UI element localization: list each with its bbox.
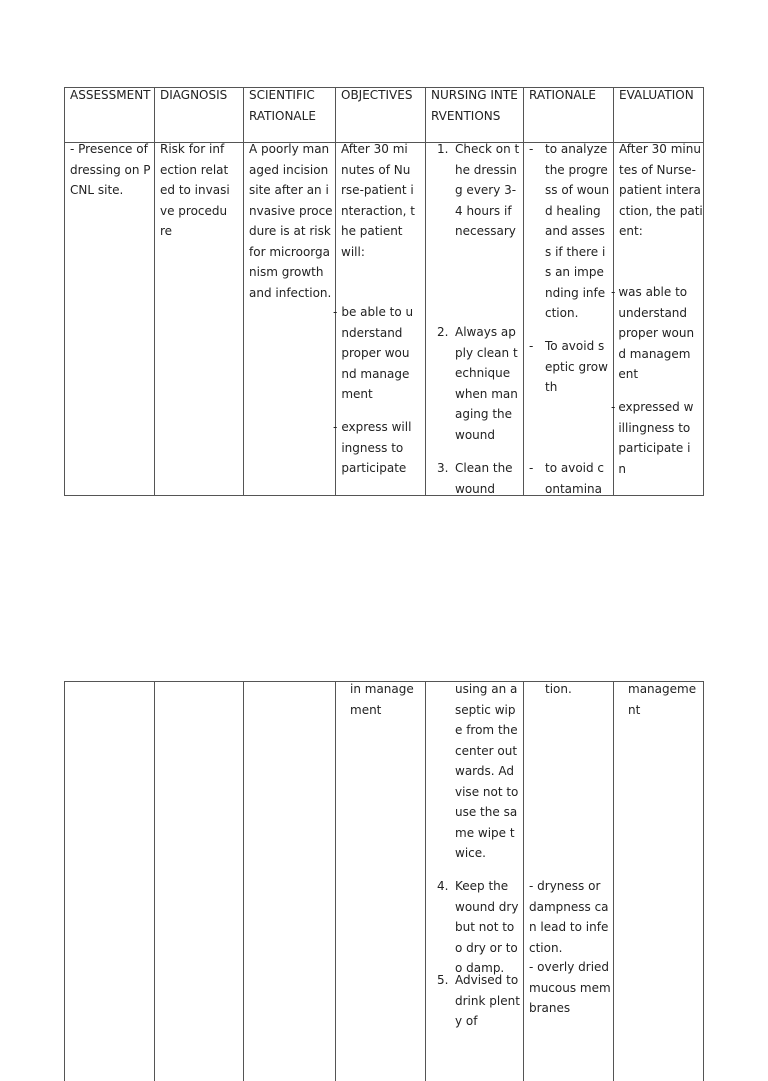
objective-1-text: be able to understand proper wound management	[341, 305, 414, 401]
col-divider	[243, 682, 244, 1081]
col-divider	[154, 682, 155, 1081]
col-divider	[425, 88, 426, 495]
evaluation-continued: management	[628, 682, 697, 717]
care-plan-table-page1	[64, 87, 704, 496]
evaluation-1	[611, 282, 703, 385]
header-diagnosis: DIAGNOSIS	[160, 88, 228, 102]
evaluation-2-text: expressed willingness to participate in	[618, 400, 694, 476]
col-divider	[613, 682, 614, 1081]
header-nursing-interventions: NURSING INTERVENTIONS	[431, 88, 518, 123]
rationale-1-text: to analyze the progress of wound healing and assess if there is an impending infection.	[545, 142, 610, 320]
care-plan-table-page2	[64, 681, 704, 1081]
intervention-3-continued: using an aseptic wipe from the center outwards. Advise not to use the same wipe twice.	[455, 682, 519, 860]
col-divider	[335, 682, 336, 1081]
intervention-4: 4. Keep the wound dry but not too dry or too damp.	[437, 876, 521, 979]
dash-marker: -	[333, 420, 338, 434]
header-rationale: RATIONALE	[529, 88, 596, 102]
intervention-2: 2. Always apply clean technique when managing the wound	[437, 322, 521, 445]
intervention-2-text: Always apply clean technique when managing the wound	[455, 325, 518, 442]
intervention-4-text: Keep the wound dry but not too dry or too damp.	[455, 879, 519, 975]
objective-continued: in management	[350, 682, 414, 717]
rationale-5: - overly dried mucous membranes	[529, 960, 611, 1015]
col-divider	[523, 88, 524, 495]
rationale-2-text: To avoid septic growth	[545, 339, 608, 394]
rationale-3-text: to avoid contamina	[545, 461, 605, 496]
intervention-1-text: Check on the dressing every 3-4 hours if necessary	[455, 142, 520, 238]
intervention-3-text: Clean the wound	[455, 461, 513, 496]
objectives-intro: After 30 minutes of Nurse-patient interaction, the patient will:	[341, 142, 415, 259]
rationale-1: - to analyze the progress of wound healing and assess if there is an impending infection.	[529, 139, 611, 324]
rationale-3-continued: tion.	[545, 682, 572, 696]
col-divider	[425, 682, 426, 1081]
dash-marker: -	[611, 285, 616, 299]
evaluation-intro: After 30 minutes of Nurse-patient interaction, the patient:	[619, 142, 703, 238]
intervention-5: 5. Advised to drink plenty of	[437, 970, 521, 1032]
header-assessment: ASSESSMENT	[70, 88, 151, 102]
header-evaluation: EVALUATION	[619, 88, 694, 102]
intervention-5-text: Advised to drink plenty of	[455, 973, 520, 1028]
col-divider	[243, 88, 244, 495]
col-divider	[523, 682, 524, 1081]
scientific-rationale-text: A poorly managed incision site after an invasive procedure is at risk for microorganism growth and infection.	[249, 142, 333, 300]
objective-2	[333, 417, 423, 479]
evaluation-1-text: was able to understand proper wound management	[618, 285, 695, 381]
dash-marker: -	[333, 305, 338, 319]
evaluation-2	[611, 397, 703, 479]
diagnosis-text: Risk for infection related to invasive procedure	[160, 142, 230, 238]
header-objectives: OBJECTIVES	[341, 88, 413, 102]
rationale-3: - to avoid contamina	[529, 458, 611, 499]
objective-1	[333, 302, 423, 405]
objective-2-text: express willingness to participate	[341, 420, 412, 475]
col-divider	[154, 88, 155, 495]
rationale-2: - To avoid septic growth	[529, 336, 611, 398]
header-scientific-rationale: SCIENTIFIC RATIONALE	[249, 88, 316, 123]
intervention-3: 3. Clean the wound	[437, 458, 521, 499]
assessment-text: - Presence of dressing on PCNL site.	[70, 142, 151, 197]
intervention-1: 1. Check on the dressing every 3-4 hours if necessary	[437, 139, 521, 242]
dash-marker: -	[611, 400, 616, 414]
rationale-4: - dryness or dampness can lead to infection.	[529, 879, 609, 955]
